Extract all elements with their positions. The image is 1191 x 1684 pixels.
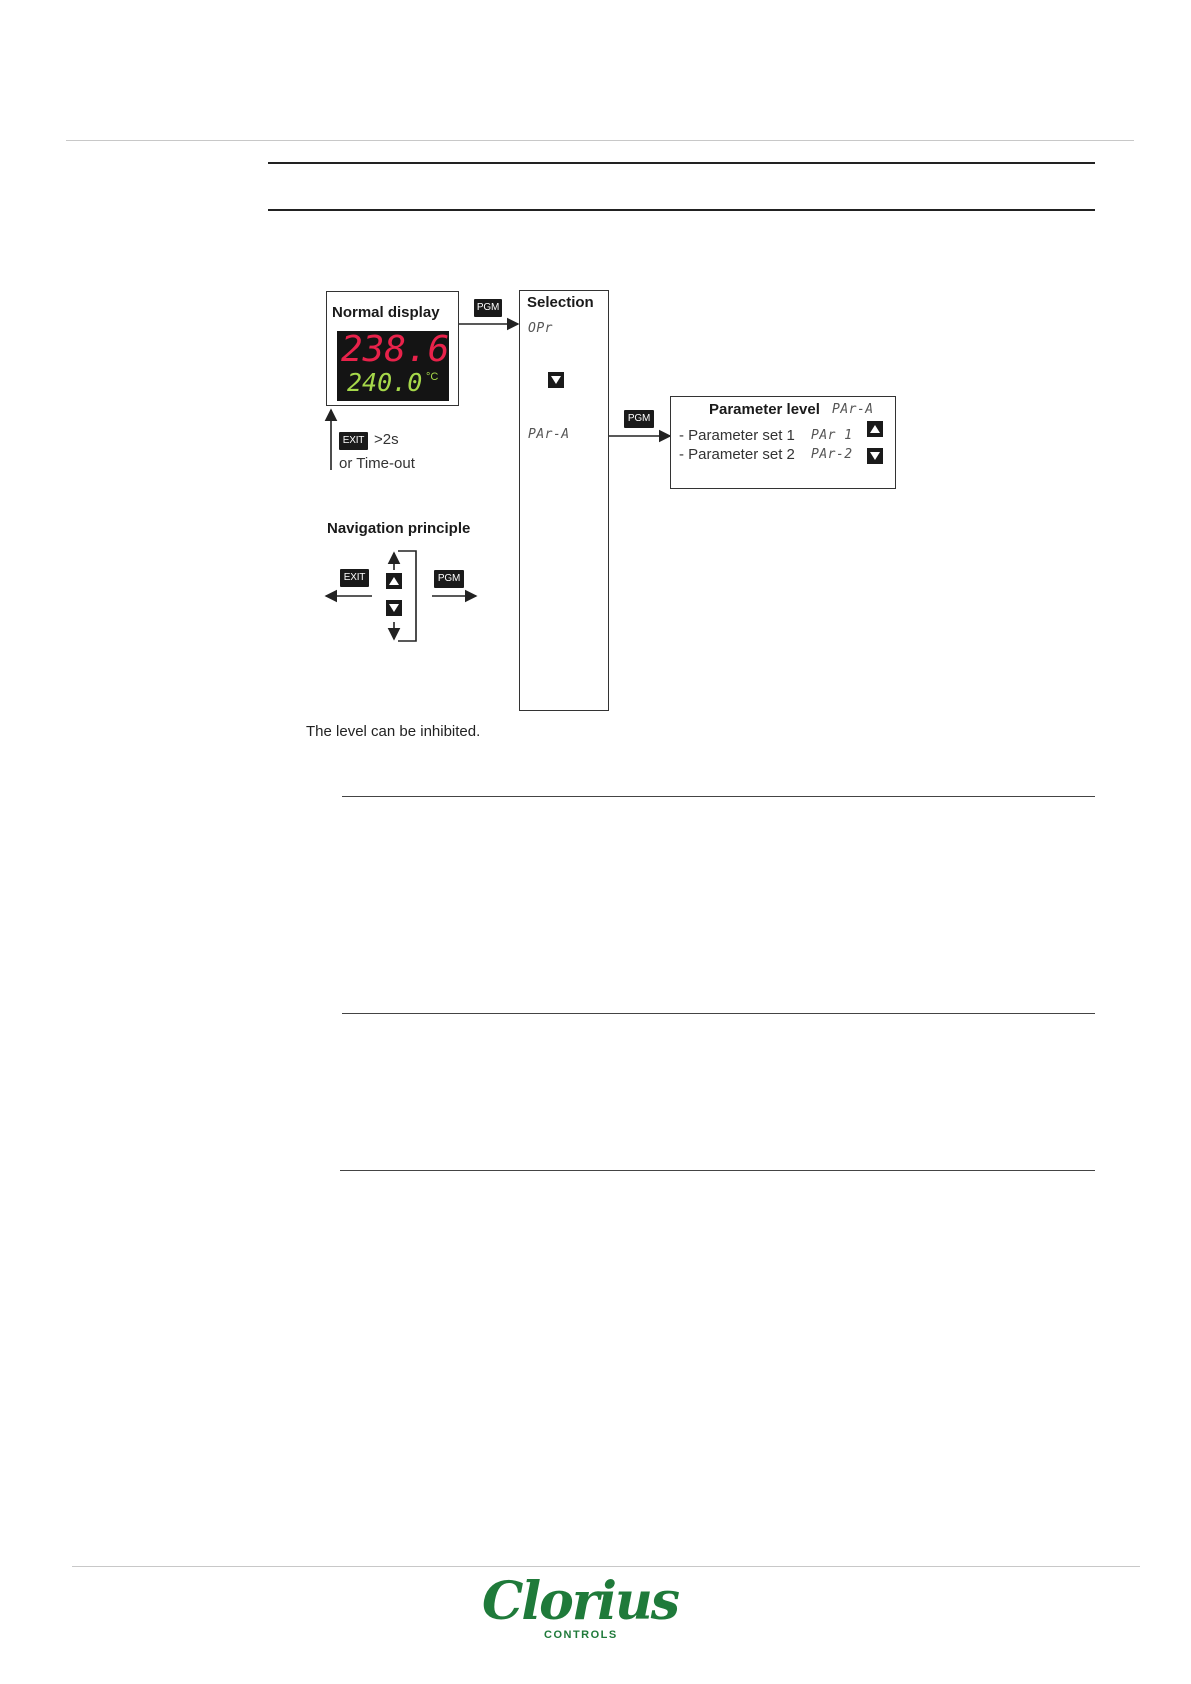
parameter-level-box [670, 396, 896, 489]
logo-subtitle: CONTROLS [544, 1629, 618, 1641]
down-key-icon [548, 372, 564, 388]
normal-display-box [326, 291, 459, 406]
display-value-top: 238.6 [341, 329, 450, 370]
parameter-level-title: Parameter level [709, 401, 820, 418]
nav-up-key-icon [386, 573, 402, 589]
selection-title: Selection [527, 294, 594, 311]
parameter-level-code: PAr-A [832, 402, 874, 417]
rule-2 [342, 1013, 1095, 1014]
display-value-bottom: 240.0 [347, 368, 423, 397]
inhibit-note: The level can be inhibited. [306, 723, 481, 740]
selection-box [519, 290, 609, 711]
exit-time-hint: >2s [374, 431, 399, 448]
exit-timeout-hint: or Time-out [339, 455, 415, 472]
exit-key: EXIT [339, 432, 368, 450]
selection-item-para: PAr-A [528, 427, 570, 442]
nav-pgm-key: PGM [434, 570, 464, 588]
controller-display [337, 331, 449, 401]
pgm-key: PGM [474, 299, 502, 317]
normal-display-title: Normal display [332, 304, 440, 321]
parameter-set-2-label: - Parameter set 2 [679, 446, 795, 463]
nav-exit-key: EXIT [340, 569, 369, 587]
logo-wordmark: Clorius [482, 1571, 679, 1632]
up-key-icon [867, 421, 883, 437]
parameter-set-2-code: PAr-2 [811, 447, 853, 462]
clorius-logo [482, 1571, 679, 1662]
parameter-set-1-label: - Parameter set 1 [679, 427, 795, 444]
navigation-principle-title: Navigation principle [327, 520, 471, 537]
footer-rule [72, 1566, 1140, 1567]
down-key-icon [867, 448, 883, 464]
rule-3 [340, 1170, 1095, 1171]
display-unit: °C [426, 371, 439, 383]
rule-1 [342, 796, 1095, 797]
nav-down-key-icon [386, 600, 402, 616]
selection-item-opr: OPr [528, 321, 553, 336]
pgm-key-2: PGM [624, 410, 654, 428]
parameter-set-1-code: PAr 1 [811, 428, 853, 443]
